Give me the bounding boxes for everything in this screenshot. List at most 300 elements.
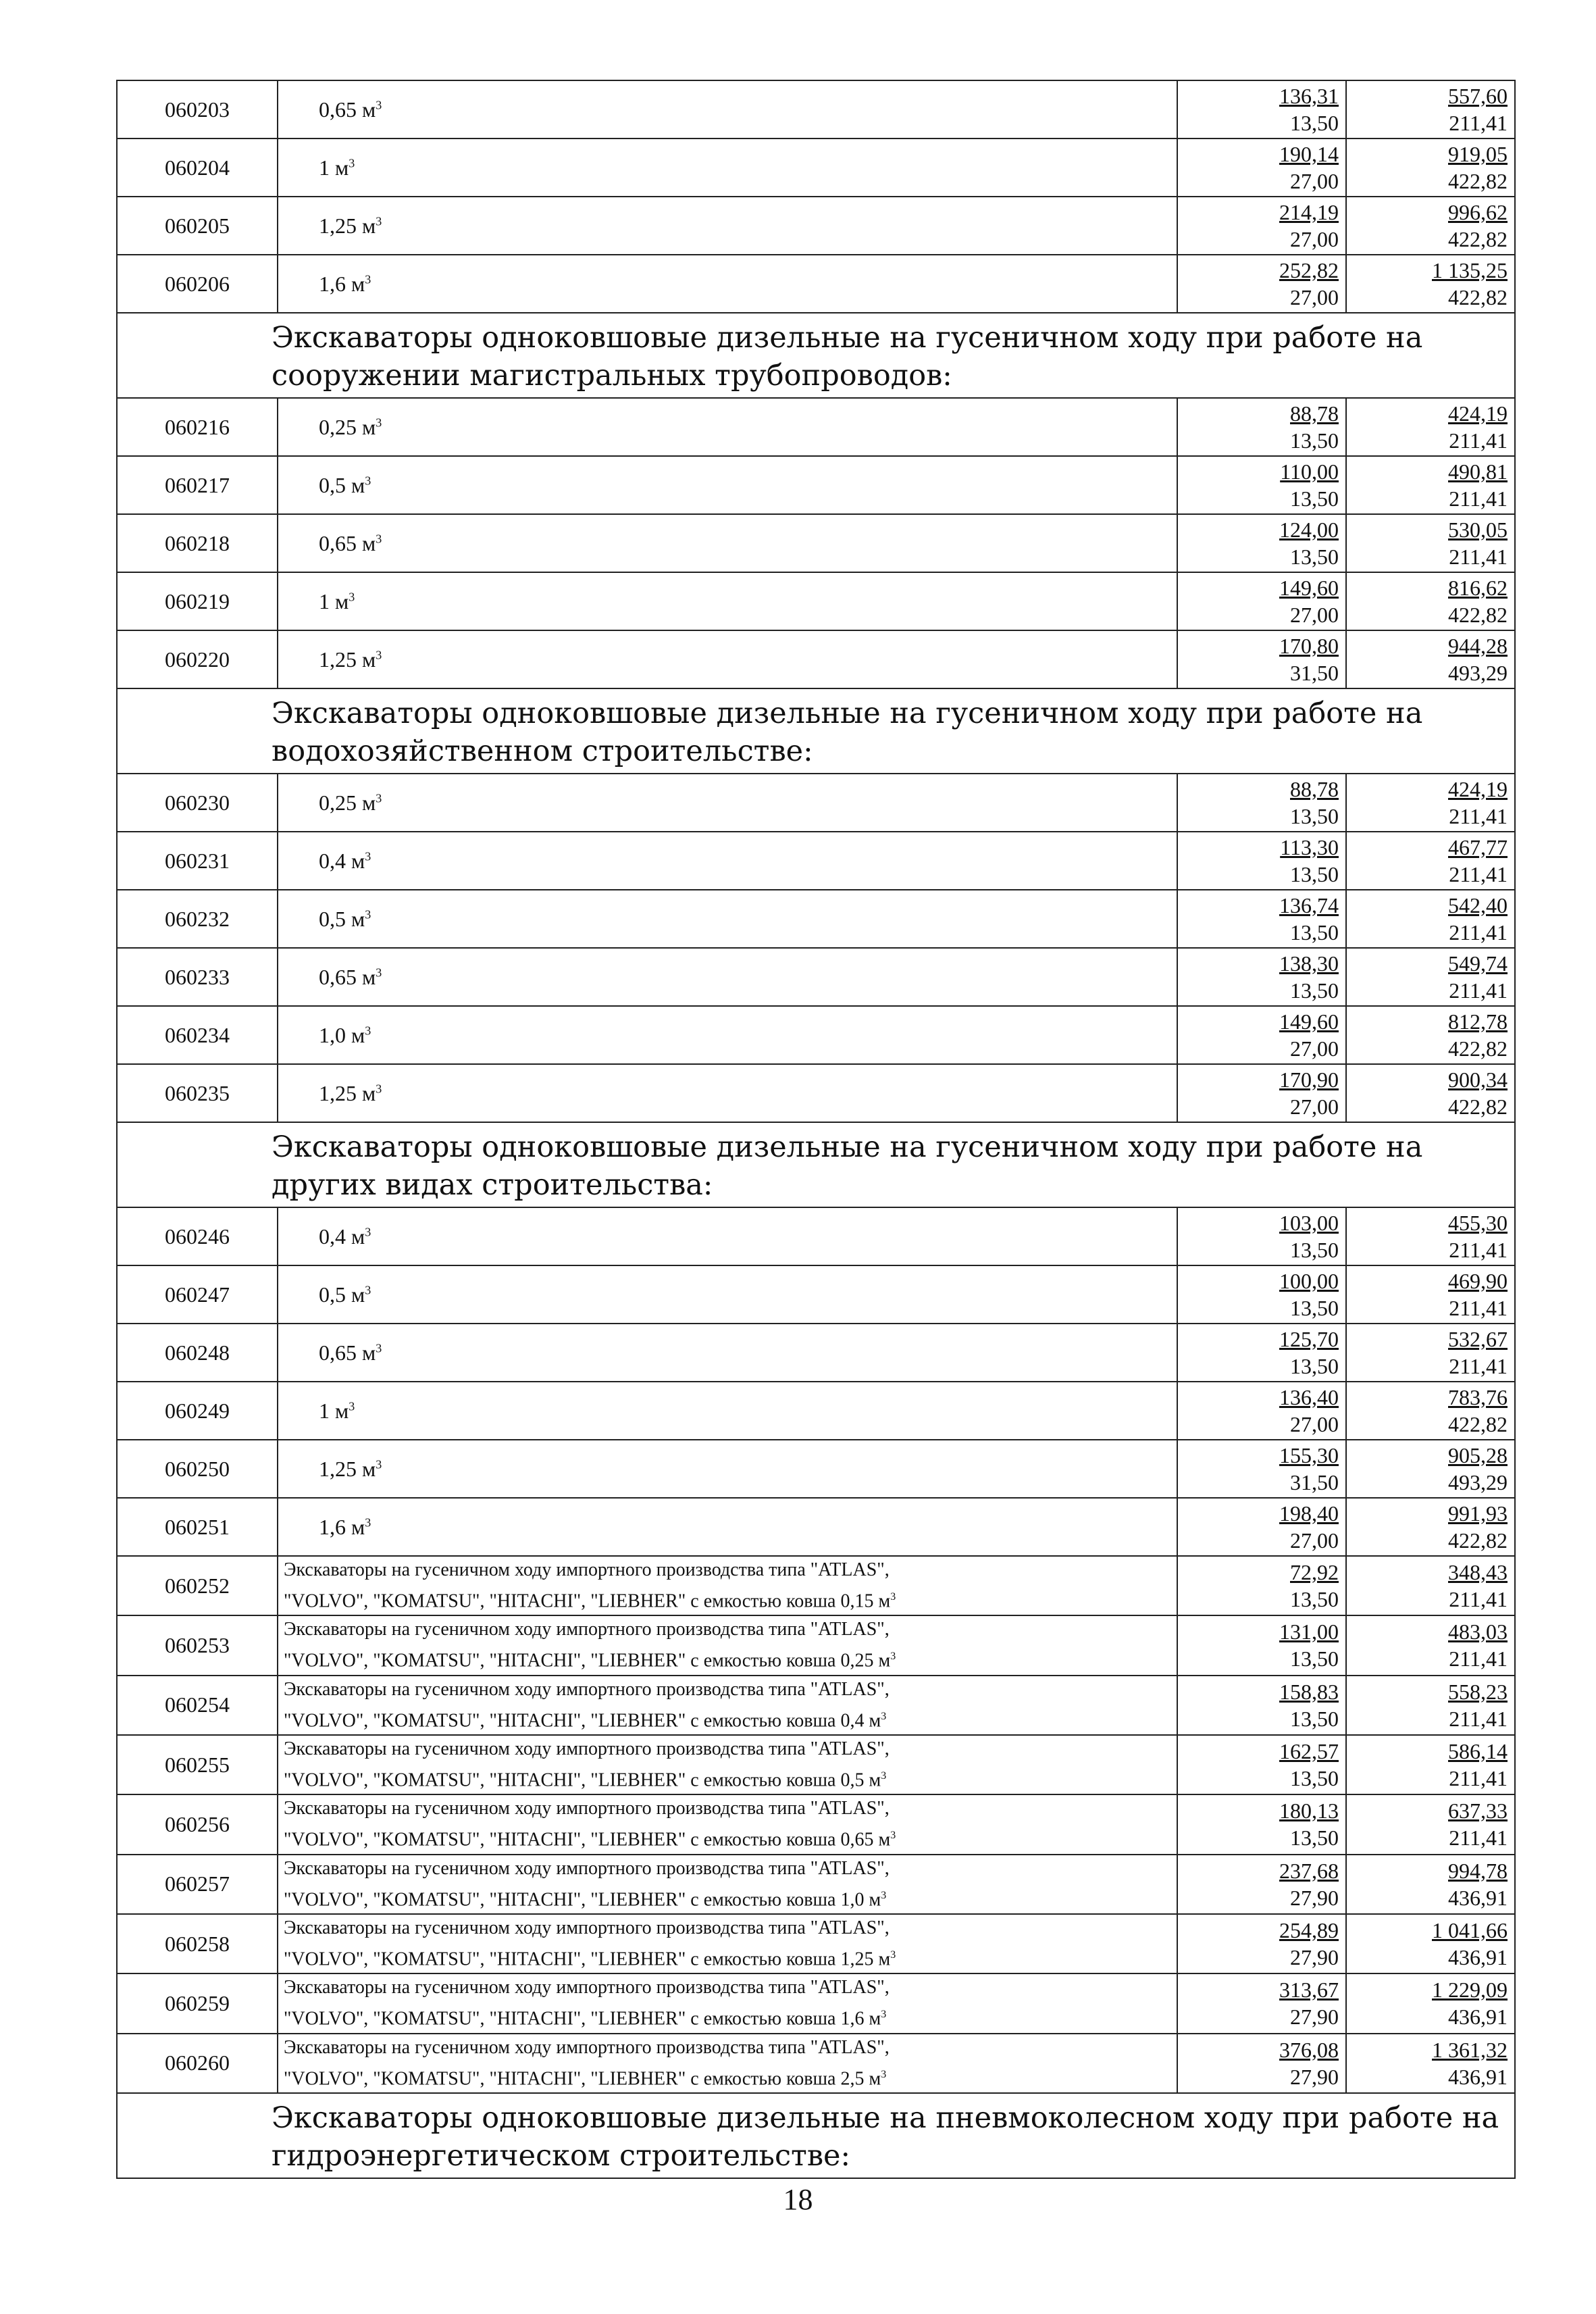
denominator-value: 13,50: [1290, 1354, 1339, 1378]
bucket-capacity: 0,5 м: [319, 906, 365, 931]
numerator-value: 549,74: [1448, 951, 1508, 976]
unit-superscript: 3: [376, 213, 382, 228]
labor-cost-cell: [1177, 1440, 1346, 1498]
table-row: [117, 197, 1515, 255]
full-cost-cell: [1346, 1676, 1515, 1735]
full-cost-top: [1347, 1559, 1512, 1586]
labor-cost-cell: [1177, 2034, 1346, 2093]
full-cost-cell: [1346, 1973, 1515, 2033]
numerator-value: 237,68: [1279, 1858, 1339, 1883]
unit-superscript: 3: [365, 1224, 371, 1238]
numerator-value: 991,93: [1448, 1501, 1508, 1526]
full-cost-top: [1347, 834, 1512, 861]
bucket-capacity: 0,4 м: [319, 1224, 365, 1249]
denominator-value: 27,00: [1290, 285, 1339, 309]
labor-cost-top: [1178, 1209, 1343, 1236]
denominator-value: 422,82: [1448, 169, 1508, 193]
full-cost-top: [1347, 1008, 1512, 1035]
labor-cost-cell: [1177, 1382, 1346, 1440]
unit-superscript: 3: [890, 1830, 896, 1842]
numerator-value: 469,90: [1448, 1269, 1508, 1293]
numerator-value: 100,00: [1279, 1269, 1339, 1293]
full-cost-cell: [1346, 890, 1515, 948]
denominator-value: 27,00: [1290, 1095, 1339, 1119]
bucket-capacity-cell: [278, 398, 1177, 456]
description-line-2: [284, 1584, 1177, 1615]
denominator-value: 211,41: [1449, 1238, 1508, 1262]
description-cell: [278, 1676, 1177, 1735]
price-table-body: [117, 80, 1515, 2178]
table-row: [117, 1498, 1515, 1556]
numerator-value: 637,33: [1448, 1799, 1508, 1823]
section-heading-row: [117, 2093, 1515, 2178]
numerator-value: 162,57: [1279, 1739, 1339, 1764]
full-cost-cell: [1346, 1498, 1515, 1556]
labor-cost-cell: [1177, 197, 1346, 255]
labor-cost-top: [1178, 1008, 1343, 1035]
bucket-capacity-cell: [278, 1440, 1177, 1498]
bucket-capacity: 0,4 м: [319, 848, 365, 873]
denominator-value: 211,41: [1449, 920, 1508, 945]
table-row: [117, 1794, 1515, 1854]
labor-cost-top: [1178, 141, 1343, 168]
full-cost-top: [1347, 82, 1512, 109]
full-cost-cell: [1346, 1207, 1515, 1265]
bucket-capacity: 0,65 м: [319, 97, 376, 122]
code-cell: 060251: [117, 1498, 278, 1556]
table-row: [117, 1676, 1515, 1735]
unit-superscript: 3: [376, 415, 382, 429]
description-line-1: Экскаваторы на гусеничном ходу импортного производства типа "ATLAS",: [284, 1738, 890, 1759]
description-line-2: [284, 1703, 1177, 1734]
denominator-value: 211,41: [1449, 862, 1508, 886]
numerator-value: 180,13: [1279, 1799, 1339, 1823]
description-text: "VOLVO", "KOMATSU", "HITACHI", "LIEBHER" с емкостью ковша 0,15 м: [284, 1590, 891, 1612]
denominator-value: 211,41: [1449, 804, 1508, 828]
table-row: [117, 456, 1515, 514]
numerator-value: 88,78: [1290, 777, 1339, 801]
labor-cost-top: [1178, 1442, 1343, 1469]
code-cell: 060206: [117, 255, 278, 313]
denominator-value: 211,41: [1449, 1587, 1508, 1612]
section-heading-row: [117, 313, 1515, 398]
full-cost-cell: [1346, 1855, 1515, 1914]
denominator-value: 493,29: [1448, 661, 1508, 685]
unit-superscript: 3: [376, 965, 382, 979]
full-cost-top: [1347, 1267, 1512, 1294]
table-row: [117, 1615, 1515, 1675]
code-cell: 060256: [117, 1794, 278, 1854]
denominator-value: 13,50: [1290, 1238, 1339, 1262]
numerator-value: 348,43: [1448, 1560, 1508, 1585]
labor-cost-top: [1178, 516, 1343, 543]
denominator-value: 422,82: [1448, 1528, 1508, 1553]
code-cell: 060232: [117, 890, 278, 948]
full-cost-cell: [1346, 1006, 1515, 1064]
bucket-capacity-cell: [278, 456, 1177, 514]
numerator-value: 170,80: [1279, 634, 1339, 658]
description-line-1: Экскаваторы на гусеничном ходу импортного производства типа "ATLAS",: [284, 1857, 890, 1879]
labor-cost-cell: [1177, 456, 1346, 514]
denominator-value: 436,91: [1448, 2005, 1508, 2030]
full-cost-top: [1347, 574, 1512, 601]
bucket-capacity: 1,0 м: [319, 1022, 365, 1047]
denominator-value: 27,90: [1290, 2064, 1339, 2089]
labor-cost-top: [1178, 1618, 1343, 1645]
full-cost-cell: [1346, 197, 1515, 255]
full-cost-top: [1347, 400, 1512, 427]
numerator-value: 198,40: [1279, 1501, 1339, 1526]
numerator-value: 455,30: [1448, 1211, 1508, 1235]
labor-cost-cell: [1177, 1498, 1346, 1556]
table-row: [117, 398, 1515, 456]
labor-cost-cell: [1177, 1207, 1346, 1265]
bucket-capacity-cell: [278, 139, 1177, 197]
full-cost-cell: [1346, 80, 1515, 139]
numerator-value: 190,14: [1279, 142, 1339, 166]
full-cost-cell: [1346, 255, 1515, 313]
labor-cost-top: [1178, 892, 1343, 919]
labor-cost-cell: [1177, 1006, 1346, 1064]
full-cost-cell: [1346, 774, 1515, 832]
unit-superscript: 3: [376, 97, 382, 111]
code-cell: 060216: [117, 398, 278, 456]
full-cost-top: [1347, 199, 1512, 226]
table-row: [117, 774, 1515, 832]
page-number: 18: [783, 2183, 813, 2216]
description-line-1: Экскаваторы на гусеничном ходу импортного производства типа "ATLAS",: [284, 1559, 890, 1580]
description-cell: [278, 1615, 1177, 1675]
table-row: [117, 1914, 1515, 1973]
description-text: "VOLVO", "KOMATSU", "HITACHI", "LIEBHER" с емкостью ковша 0,4 м: [284, 1709, 881, 1731]
full-cost-top: [1347, 2036, 1512, 2063]
labor-cost-cell: [1177, 572, 1346, 630]
full-cost-cell: [1346, 1440, 1515, 1498]
bucket-capacity-cell: [278, 1382, 1177, 1440]
description-cell: [278, 1855, 1177, 1914]
unit-superscript: 3: [376, 1457, 382, 1471]
numerator-value: 149,60: [1279, 1009, 1339, 1034]
bucket-capacity-cell: [278, 255, 1177, 313]
denominator-value: 211,41: [1449, 1296, 1508, 1320]
denominator-value: 422,82: [1448, 285, 1508, 309]
numerator-value: 816,62: [1448, 576, 1508, 600]
full-cost-cell: [1346, 1265, 1515, 1324]
labor-cost-top: [1178, 1917, 1343, 1944]
table-row: [117, 1855, 1515, 1914]
labor-cost-top: [1178, 257, 1343, 284]
numerator-value: 124,00: [1279, 518, 1339, 542]
unit-superscript: 3: [376, 1081, 382, 1095]
full-cost-cell: [1346, 832, 1515, 890]
bucket-capacity: 1,25 м: [319, 1080, 376, 1105]
denominator-value: 13,50: [1290, 1296, 1339, 1320]
table-row: [117, 1207, 1515, 1265]
full-cost-top: [1347, 1066, 1512, 1093]
denominator-value: 13,50: [1290, 1646, 1339, 1671]
bucket-capacity-cell: [278, 572, 1177, 630]
labor-cost-cell: [1177, 1324, 1346, 1382]
full-cost-top: [1347, 1917, 1512, 1944]
numerator-value: 136,74: [1279, 893, 1339, 917]
labor-cost-top: [1178, 1678, 1343, 1705]
denominator-value: 211,41: [1449, 428, 1508, 453]
labor-cost-top: [1178, 400, 1343, 427]
section-heading: Экскаваторы одноковшовые дизельные на гусеничном ходу при работе на сооружении магистральных трубопроводов:: [117, 313, 1515, 398]
full-cost-cell: [1346, 948, 1515, 1006]
unit-superscript: 3: [365, 849, 371, 863]
labor-cost-top: [1178, 1326, 1343, 1353]
numerator-value: 467,77: [1448, 835, 1508, 859]
labor-cost-cell: [1177, 832, 1346, 890]
bucket-capacity-cell: [278, 1265, 1177, 1324]
description-line-1: Экскаваторы на гусеничном ходу импортного производства типа "ATLAS",: [284, 1977, 890, 1998]
full-cost-top: [1347, 892, 1512, 919]
full-cost-cell: [1346, 1794, 1515, 1854]
description-text: "VOLVO", "KOMATSU", "HITACHI", "LIEBHER" с емкостью ковша 1,6 м: [284, 2008, 881, 2030]
numerator-value: 72,92: [1290, 1560, 1339, 1585]
denominator-value: 211,41: [1449, 545, 1508, 569]
labor-cost-cell: [1177, 1556, 1346, 1615]
labor-cost-top: [1178, 2036, 1343, 2063]
labor-cost-cell: [1177, 255, 1346, 313]
denominator-value: 13,50: [1290, 862, 1339, 886]
denominator-value: 211,41: [1449, 1646, 1508, 1671]
bucket-capacity: 0,65 м: [319, 964, 376, 989]
bucket-capacity-cell: [278, 890, 1177, 948]
labor-cost-top: [1178, 1857, 1343, 1884]
denominator-value: 13,50: [1290, 1766, 1339, 1791]
unit-superscript: 3: [890, 1651, 896, 1663]
table-row: [117, 80, 1515, 139]
denominator-value: 27,00: [1290, 1528, 1339, 1553]
bucket-capacity: 0,65 м: [319, 1340, 376, 1365]
unit-superscript: 3: [881, 1889, 887, 1901]
labor-cost-cell: [1177, 1735, 1346, 1794]
code-cell: 060220: [117, 630, 278, 688]
denominator-value: 436,91: [1448, 1885, 1508, 1910]
table-row: [117, 1064, 1515, 1122]
code-cell: 060260: [117, 2034, 278, 2093]
bucket-capacity: 0,65 м: [319, 530, 376, 555]
table-row: [117, 1265, 1515, 1324]
description-line-1: Экскаваторы на гусеничном ходу импортного производства типа "ATLAS",: [284, 1917, 890, 1938]
denominator-value: 436,91: [1448, 1945, 1508, 1970]
numerator-value: 155,30: [1279, 1443, 1339, 1467]
code-cell: 060255: [117, 1735, 278, 1794]
code-cell: 060252: [117, 1556, 278, 1615]
denominator-value: 13,50: [1290, 486, 1339, 511]
description-cell: [278, 1556, 1177, 1615]
bucket-capacity-cell: [278, 1207, 1177, 1265]
code-cell: 060258: [117, 1914, 278, 1973]
unit-superscript: 3: [890, 1591, 896, 1603]
numerator-value: 532,67: [1448, 1327, 1508, 1351]
code-cell: 060219: [117, 572, 278, 630]
numerator-value: 158,83: [1279, 1679, 1339, 1704]
description-line-1: Экскаваторы на гусеничном ходу импортного производства типа "ATLAS",: [284, 1798, 890, 1819]
unit-superscript: 3: [881, 2009, 887, 2021]
bucket-capacity: 0,5 м: [319, 1282, 365, 1307]
numerator-value: 149,60: [1279, 576, 1339, 600]
denominator-value: 27,00: [1290, 603, 1339, 627]
labor-cost-top: [1178, 1267, 1343, 1294]
description-text: "VOLVO", "KOMATSU", "HITACHI", "LIEBHER" с емкостью ковша 1,0 м: [284, 1888, 881, 1910]
code-cell: 060253: [117, 1615, 278, 1675]
description-line-1: Экскаваторы на гусеничном ходу импортного производства типа "ATLAS",: [284, 1619, 890, 1640]
full-cost-top: [1347, 257, 1512, 284]
section-heading: Экскаваторы одноковшовые дизельные на гусеничном ходу при работе на других видах строительства:: [117, 1122, 1515, 1207]
numerator-value: 905,28: [1448, 1443, 1508, 1467]
denominator-value: 13,50: [1290, 920, 1339, 945]
full-cost-cell: [1346, 572, 1515, 630]
bucket-capacity: 1,6 м: [319, 271, 365, 296]
full-cost-top: [1347, 776, 1512, 803]
labor-cost-top: [1178, 776, 1343, 803]
numerator-value: 424,19: [1448, 777, 1508, 801]
labor-cost-top: [1178, 1976, 1343, 2003]
table-row: [117, 1382, 1515, 1440]
unit-superscript: 3: [376, 790, 382, 805]
denominator-value: 27,90: [1290, 2005, 1339, 2030]
denominator-value: 13,50: [1290, 978, 1339, 1003]
numerator-value: 103,00: [1279, 1211, 1339, 1235]
full-cost-top: [1347, 1857, 1512, 1884]
description-cell: [278, 2034, 1177, 2093]
table-row: [117, 514, 1515, 572]
table-row: [117, 255, 1515, 313]
full-cost-top: [1347, 1738, 1512, 1765]
labor-cost-top: [1178, 1500, 1343, 1527]
unit-superscript: 3: [890, 1948, 896, 1961]
full-cost-top: [1347, 516, 1512, 543]
labor-cost-top: [1178, 1066, 1343, 1093]
full-cost-top: [1347, 1618, 1512, 1645]
full-cost-cell: [1346, 514, 1515, 572]
table-row: [117, 1973, 1515, 2033]
unit-superscript: 3: [349, 589, 355, 603]
denominator-value: 27,00: [1290, 1412, 1339, 1436]
labor-cost-cell: [1177, 80, 1346, 139]
labor-cost-cell: [1177, 1615, 1346, 1675]
description-line-2: [284, 1763, 1177, 1794]
numerator-value: 131,00: [1279, 1619, 1339, 1644]
bucket-capacity-cell: [278, 774, 1177, 832]
unit-superscript: 3: [349, 1399, 355, 1413]
bucket-capacity-cell: [278, 1324, 1177, 1382]
numerator-value: 136,40: [1279, 1385, 1339, 1409]
section-heading-row: [117, 688, 1515, 774]
bucket-capacity: 1,25 м: [319, 213, 376, 238]
numerator-value: 490,81: [1448, 459, 1508, 484]
description-text: "VOLVO", "KOMATSU", "HITACHI", "LIEBHER" с емкостью ковша 2,5 м: [284, 2067, 881, 2089]
numerator-value: 530,05: [1448, 518, 1508, 542]
table-row: [117, 1324, 1515, 1382]
description-cell: [278, 1794, 1177, 1854]
full-cost-cell: [1346, 139, 1515, 197]
labor-cost-top: [1178, 1559, 1343, 1586]
labor-cost-cell: [1177, 1676, 1346, 1735]
bucket-capacity: 1 м: [319, 1398, 349, 1423]
denominator-value: 211,41: [1449, 1766, 1508, 1791]
labor-cost-top: [1178, 1738, 1343, 1765]
table-row: [117, 1556, 1515, 1615]
full-cost-cell: [1346, 456, 1515, 514]
bucket-capacity: 1 м: [319, 155, 349, 180]
unit-superscript: 3: [376, 1340, 382, 1355]
labor-cost-top: [1178, 1384, 1343, 1411]
code-cell: 060205: [117, 197, 278, 255]
code-cell: 060248: [117, 1324, 278, 1382]
bucket-capacity-cell: [278, 197, 1177, 255]
labor-cost-cell: [1177, 774, 1346, 832]
description-line-2: [284, 1942, 1177, 1973]
unit-superscript: 3: [376, 647, 382, 661]
unit-superscript: 3: [881, 1769, 887, 1782]
table-row: [117, 1440, 1515, 1498]
numerator-value: 812,78: [1448, 1009, 1508, 1034]
section-heading: Экскаваторы одноковшовые дизельные на пневмоколесном ходу при работе на гидроэнергетическом строительстве:: [117, 2093, 1515, 2178]
denominator-value: 13,50: [1290, 1826, 1339, 1851]
description-cell: [278, 1914, 1177, 1973]
unit-superscript: 3: [365, 1515, 371, 1529]
bucket-capacity-cell: [278, 1006, 1177, 1064]
denominator-value: 27,00: [1290, 1036, 1339, 1061]
numerator-value: 170,90: [1279, 1067, 1339, 1092]
labor-cost-cell: [1177, 948, 1346, 1006]
labor-cost-top: [1178, 199, 1343, 226]
description-line-2: [284, 2001, 1177, 2032]
bucket-capacity-cell: [278, 514, 1177, 572]
full-cost-cell: [1346, 630, 1515, 688]
full-cost-cell: [1346, 1382, 1515, 1440]
bucket-capacity: 1 м: [319, 588, 349, 613]
denominator-value: 27,00: [1290, 169, 1339, 193]
denominator-value: 211,41: [1449, 978, 1508, 1003]
bucket-capacity: 0,25 м: [319, 790, 376, 815]
denominator-value: 13,50: [1290, 428, 1339, 453]
numerator-value: 1 041,66: [1432, 1918, 1508, 1943]
denominator-value: 211,41: [1449, 1354, 1508, 1378]
labor-cost-cell: [1177, 514, 1346, 572]
description-line-1: Экскаваторы на гусеничном ходу импортного производства типа "ATLAS",: [284, 2036, 890, 2058]
description-cell: [278, 1735, 1177, 1794]
full-cost-top: [1347, 1384, 1512, 1411]
full-cost-top: [1347, 458, 1512, 485]
full-cost-top: [1347, 1442, 1512, 1469]
labor-cost-cell: [1177, 139, 1346, 197]
numerator-value: 558,23: [1448, 1679, 1508, 1704]
labor-cost-cell: [1177, 398, 1346, 456]
code-cell: 060218: [117, 514, 278, 572]
code-cell: 060250: [117, 1440, 278, 1498]
price-table-sheet: [116, 80, 1514, 2179]
numerator-value: 783,76: [1448, 1385, 1508, 1409]
labor-cost-cell: [1177, 1855, 1346, 1914]
denominator-value: 211,41: [1449, 486, 1508, 511]
denominator-value: 27,90: [1290, 1945, 1339, 1970]
bucket-capacity-cell: [278, 1064, 1177, 1122]
numerator-value: 113,30: [1280, 835, 1339, 859]
numerator-value: 138,30: [1279, 951, 1339, 976]
labor-cost-top: [1178, 82, 1343, 109]
denominator-value: 422,82: [1448, 1412, 1508, 1436]
full-cost-cell: [1346, 398, 1515, 456]
labor-cost-cell: [1177, 1265, 1346, 1324]
full-cost-top: [1347, 1976, 1512, 2003]
numerator-value: 994,78: [1448, 1858, 1508, 1883]
bucket-capacity: 1,25 м: [319, 1456, 376, 1481]
